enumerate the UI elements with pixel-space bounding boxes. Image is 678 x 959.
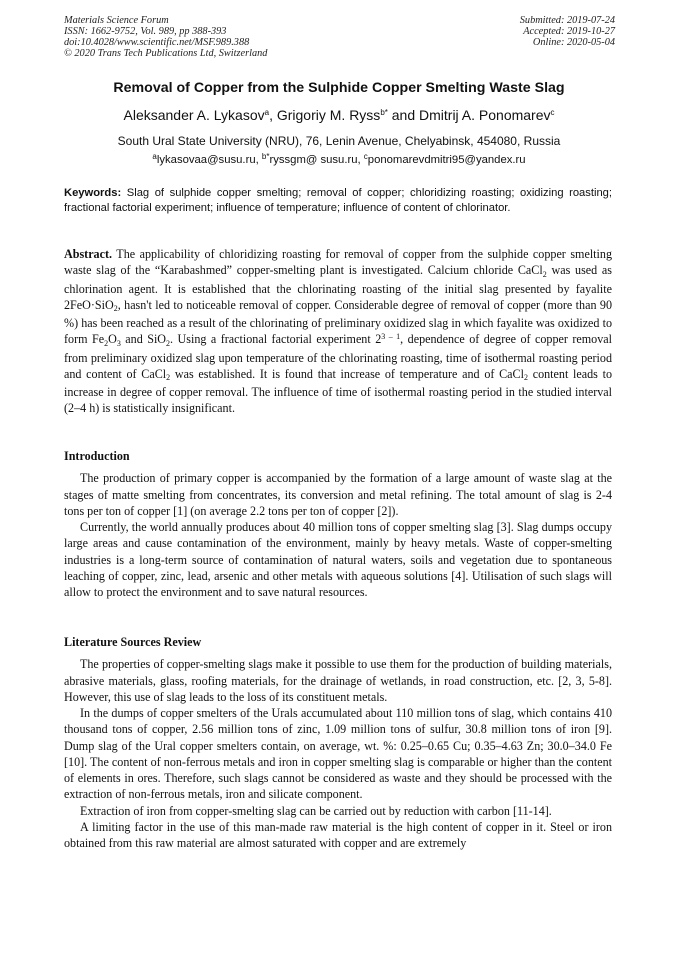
literature-review-section bbox=[64, 634, 612, 851]
email-link[interactable]: lykasovaa@susu.ru, bbox=[156, 154, 262, 166]
author-2 bbox=[277, 107, 419, 123]
author-separator: and bbox=[387, 107, 420, 123]
abstract-text-run: , hasn't led to noticeable removal of copper. Considerable degree of removal of copper (more than 90 %) has been reached as a result of the chlorinating of preliminary oxidized slag in which fayalite was oxidized to form Fe bbox=[64, 297, 612, 347]
email-link[interactable]: ponomarevdmitri95@yandex.ru bbox=[367, 154, 526, 166]
superscript: 3 – 1 bbox=[381, 331, 401, 341]
subscript: 2 bbox=[542, 269, 547, 279]
author-name: Grigoriy M. Ryss bbox=[276, 107, 381, 123]
author-list bbox=[0, 107, 678, 124]
subscript: 3 bbox=[116, 338, 121, 348]
subscript: 2 bbox=[113, 304, 118, 314]
literature-paragraph: Extraction of iron from copper-smelting slag can be carried out by reduction with carbon [11-14]. bbox=[80, 803, 552, 818]
author-affil-mark: a bbox=[264, 108, 270, 117]
abstract-text-run: content leads to increase in degree of copper removal. The influence of time of isothermal roasting period in the studied interval (2–4 h) is statistically insignificant. bbox=[64, 366, 612, 416]
paper-title: Removal of Copper from the Sulphide Copper Smelting Waste Slag bbox=[113, 80, 565, 96]
introduction-paragraph: The production of primary copper is accompanied by the formation of a large amount of waste slag at the stages of matte smelting from concentrates, its conversion and metal refining. The total amount of slag is 2-4 tons per ton of copper [1] (on average 2.2 tons per ton of copper [2]). bbox=[64, 471, 612, 518]
submitted-date: Submitted: 2019-07-24 bbox=[519, 15, 615, 26]
author-separator: , bbox=[269, 107, 277, 123]
keywords-label: Keywords: bbox=[64, 187, 122, 199]
online-date: Online: 2020-05-04 bbox=[532, 37, 615, 48]
abstract-text-run: was established. It is found that increase of temperature and of CaCl bbox=[170, 366, 524, 381]
literature-paragraph: In the dumps of copper smelters of the Urals accumulated about 110 million tons of slag, which contains 410 thousand tons of copper, 2.56 million tons of zinc, 1.09 million tons of sulfur, 30.8 million tons of iron [9]. Dump slag of the Ural copper smelters contain, on average, wt. %: 0.25–0.65 Cu; 0.35–4.63 Zn; 30.0–34.0 Fe [10]. The content of non-ferrous metals and iron in copper smelting slag is comparable or higher than the content of elements in ores. Therefore, such slags cannot be considered as waste and they should be processed with the extraction of non-ferrous metals, iron and silicate component. bbox=[64, 706, 612, 802]
abstract-text-run: was used as chlorination agent. It is established that the chlorinating roasting of the initial slag presented by fayalite 2FeO·SiO bbox=[64, 263, 613, 312]
abstract-text bbox=[64, 247, 612, 415]
subscript: 2 bbox=[166, 338, 171, 348]
email-mark: b* bbox=[261, 152, 270, 161]
doi-line[interactable]: doi:10.4028/www.scientific.net/MSF.989.388 bbox=[64, 37, 250, 48]
author-name: Dmitrij A. Ponomarev bbox=[419, 107, 551, 123]
literature-paragraph: The properties of copper-smelting slags make it possible to use them for the production of building materials, abrasive materials, glass, roofing materials, for the drainage of wetlands, in road construction, etc. [2, 3, 5-8]. However, this use of slag leads to the loss of its constituent metals. bbox=[64, 657, 612, 704]
abstract-text-run: The applicability of chloridizing roasting for removal of copper from the sulphide copper smelting waste slag of the “Karabashmed” copper-smelting plant is investigated. Calcium chloride CaCl bbox=[64, 247, 612, 278]
abstract-label: Abstract. bbox=[64, 247, 113, 261]
subscript: 2 bbox=[104, 338, 109, 348]
subscript: 2 bbox=[523, 373, 528, 383]
email-link[interactable]: ryssgm@ susu.ru, bbox=[269, 154, 364, 166]
email-list bbox=[0, 153, 678, 167]
copyright-line: © 2020 Trans Tech Publications Ltd, Switzerland bbox=[64, 48, 268, 59]
literature-review-heading: Literature Sources Review bbox=[64, 635, 202, 649]
journal-name: Materials Science Forum bbox=[64, 15, 169, 26]
journal-header-left bbox=[64, 15, 267, 59]
subscript: 2 bbox=[166, 373, 171, 383]
author-affil-mark: c bbox=[550, 108, 555, 117]
email-mark: c bbox=[363, 152, 368, 161]
author-3 bbox=[419, 107, 554, 123]
keywords-text: Slag of sulphide copper smelting; removal of copper; chloridizing roasting; oxidizing roasting; fractional factorial experiment; influence of temperature; influence of content of chlorinator. bbox=[64, 187, 613, 214]
introduction-paragraph: Currently, the world annually produces about 40 million tons of copper smelting slag [3]. Slag dumps occupy large areas and cause contamination of the environment, mainly by heavy metals. Waste of copper-smelting industries is a long-term source of contamination of natural waters, soils and vegetation due to spontaneous leaching of copper, zinc, lead, arsenic and other metals with aqueous solutions [4]. Utilisation of such slags will allow to protect the environment and to save natural resources. bbox=[64, 520, 612, 599]
author-name: Aleksander A. Lykasov bbox=[123, 107, 265, 123]
introduction-section bbox=[64, 448, 612, 600]
affiliation: South Ural State University (NRU), 76, Lenin Avenue, Chelyabinsk, 454080, Russia bbox=[117, 134, 561, 148]
issn-line: ISSN: 1662-9752, Vol. 989, pp 388-393 bbox=[64, 26, 227, 37]
author-1 bbox=[124, 107, 277, 123]
abstract-text-run: O bbox=[108, 332, 117, 347]
author-affil-mark: b* bbox=[380, 108, 388, 117]
journal-header-right bbox=[520, 15, 615, 48]
abstract-block bbox=[64, 246, 612, 417]
abstract-text-run: and SiO bbox=[120, 332, 167, 347]
abstract-text-run: . Using a fractional factorial experiment 2 bbox=[170, 332, 382, 347]
abstract-text-run: , dependence of degree of copper removal from preliminary oxidized slag upon temperature of the chlorinating roasting, time of isothermal roasting period and content of CaCl bbox=[64, 332, 612, 381]
keywords-block bbox=[64, 186, 612, 215]
introduction-heading: Introduction bbox=[64, 449, 130, 463]
email-mark: a bbox=[152, 152, 157, 161]
accepted-date: Accepted: 2019-10-27 bbox=[523, 26, 615, 37]
literature-paragraph: A limiting factor in the use of this man-made raw material is the high content of copper in it. Steel or iron obtained from this raw material are almost saturated with copper and are extremely bbox=[64, 819, 612, 850]
